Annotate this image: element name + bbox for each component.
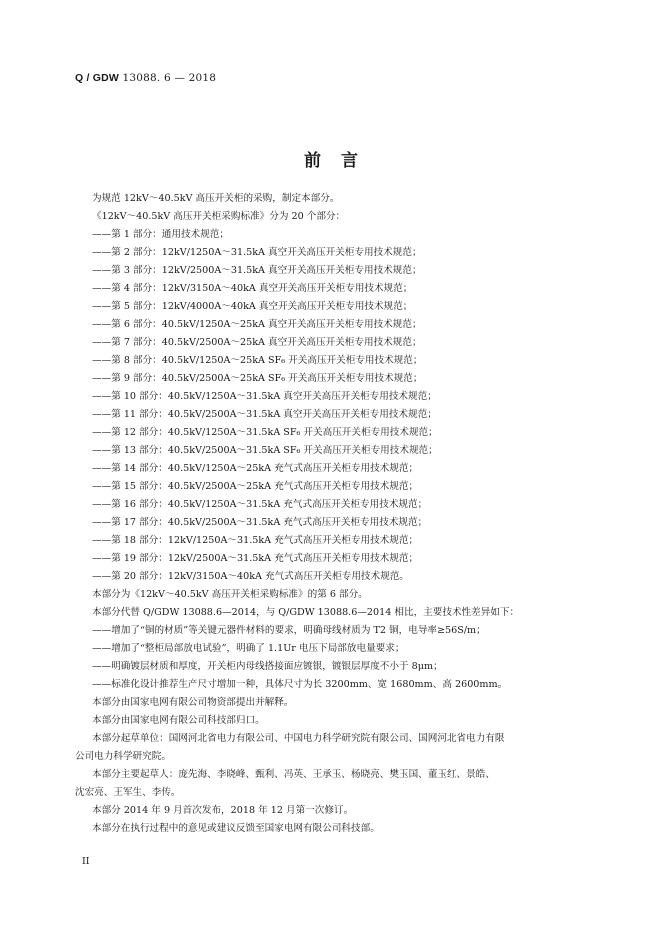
standard-number: 13088. 6 — 2018 bbox=[122, 72, 217, 84]
centralized-line: 本部分由国家电网有限公司科技部归口。 bbox=[92, 715, 265, 726]
replace-statement: 本部分代替 Q/GDW 13088.6—2014，与 Q/GDW 13088.6—2014 相比，主要技术性差异如下： bbox=[92, 607, 520, 618]
part-list-item: ——第 12 部分：40.5kV/1250A～31.5kA SF₆ 开关高压开关柜专用技术规范； bbox=[92, 427, 438, 438]
part-list-item: ——第 8 部分：40.5kV/1250A～25kA SF₆ 开关高压开关柜专用技术规范； bbox=[92, 355, 423, 366]
part-list-item: ——第 3 部分：12kV/2500A～31.5kA 真空开关高压开关柜专用技术规范； bbox=[92, 265, 422, 276]
part-list-item: ——第 16 部分：40.5kV/1250A～31.5kA 充气式高压开关柜专用技术规范； bbox=[92, 499, 428, 510]
proposer-line: 本部分由国家电网有限公司物资部提出并解释。 bbox=[92, 697, 294, 708]
intro-line: 《12kV～40.5kV 高压开关柜采购标准》分为 20 个部分： bbox=[92, 211, 346, 222]
part-list-item: ——第 11 部分：40.5kV/2500A～31.5kA 真空开关高压开关柜专用技术规范； bbox=[92, 409, 437, 420]
drafting-units-continued: 公司电力科学研究院。 bbox=[75, 751, 171, 762]
part-list-item: ——第 13 部分：40.5kV/2500A～31.5kA SF₆ 开关高压开关柜专用技术规范； bbox=[92, 445, 438, 456]
change-item: ——增加了“铜的材质”等关键元器件材料的要求，明确母线材质为 T2 铜，电导率≥56S/m； bbox=[92, 625, 486, 636]
change-item: ——标准化设计推荐生产尺寸增加一种，具体尺寸为长 3200mm、宽 1680mm、高 2600mm。 bbox=[92, 679, 508, 690]
feedback-line: 本部分在执行过程中的意见或建议反馈至国家电网有限公司科技部。 bbox=[92, 823, 380, 834]
intro-line: 为规范 12kV～40.5kV 高压开关柜的采购，制定本部分。 bbox=[92, 193, 340, 204]
drafting-units: 本部分起草单位：国网河北省电力有限公司、中国电力科学研究院有限公司、国网河北省电力有限 bbox=[92, 733, 505, 744]
part-list-item: ——第 5 部分：12kV/4000A～40kA 真空开关高压开关柜专用技术规范； bbox=[92, 301, 413, 312]
part-list-item: ——第 2 部分：12kV/1250A～31.5kA 真空开关高压开关柜专用技术规范； bbox=[92, 247, 422, 258]
part-list-item: ——第 4 部分：12kV/3150A～40kA 真空开关高压开关柜专用技术规范； bbox=[92, 283, 413, 294]
part-list-item: ——第 18 部分：12kV/1250A～31.5kA 充气式高压开关柜专用技术规范； bbox=[92, 535, 419, 546]
part-list-item: ——第 1 部分：通用技术规范； bbox=[92, 229, 229, 240]
standard-code: Q / GDW bbox=[75, 72, 119, 84]
part-list-item: ——第 9 部分：40.5kV/2500A～25kA SF₆ 开关高压开关柜专用技术规范； bbox=[92, 373, 423, 384]
change-item: ——增加了“整柜局部放电试验”，明确了 1.1Ur 电压下局部放电量要求； bbox=[92, 643, 405, 654]
release-history: 本部分 2014 年 9 月首次发布，2018 年 12 月第一次修订。 bbox=[92, 805, 354, 816]
document-header bbox=[75, 72, 216, 84]
part-statement: 本部分为《12kV～40.5kV 高压开关柜采购标准》的第 6 部分。 bbox=[92, 589, 368, 600]
page-title: 前言 bbox=[304, 151, 378, 171]
part-list-item: ——第 10 部分：40.5kV/1250A～31.5kA 真空开关高压开关柜专用技术规范； bbox=[92, 391, 437, 402]
part-list-item: ——第 20 部分：12kV/3150A～40kA 充气式高压开关柜专用技术规范。 bbox=[92, 571, 409, 582]
page-number: II bbox=[82, 856, 90, 867]
change-item: ——明确镀层材质和厚度，开关柜内母线搭接面应镀银，镀银层厚度不小于 8μm； bbox=[92, 661, 443, 672]
part-list-item: ——第 6 部分：40.5kV/1250A～25kA 真空开关高压开关柜专用技术规范； bbox=[92, 319, 422, 330]
foreword-body bbox=[75, 190, 595, 838]
part-list-item: ——第 19 部分：12kV/2500A～31.5kA 充气式高压开关柜专用技术规范； bbox=[92, 553, 419, 564]
part-list-item: ——第 17 部分：40.5kV/2500A～31.5kA 充气式高压开关柜专用技术规范； bbox=[92, 517, 428, 528]
part-list-item: ——第 7 部分：40.5kV/2500A～25kA 真空开关高压开关柜专用技术规范； bbox=[92, 337, 422, 348]
drafters-continued: 沈宏亮、王军生、李传。 bbox=[75, 787, 181, 798]
part-list-item: ——第 15 部分：40.5kV/2500A～25kA 充气式高压开关柜专用技术规范； bbox=[92, 481, 419, 492]
drafters: 本部分主要起草人：庞先海、李晓峰、甄利、冯英、王承玉、杨晓亮、樊玉国、董玉红、景皓、 bbox=[92, 769, 495, 780]
part-list-item: ——第 14 部分：40.5kV/1250A～25kA 充气式高压开关柜专用技术规范； bbox=[92, 463, 419, 474]
